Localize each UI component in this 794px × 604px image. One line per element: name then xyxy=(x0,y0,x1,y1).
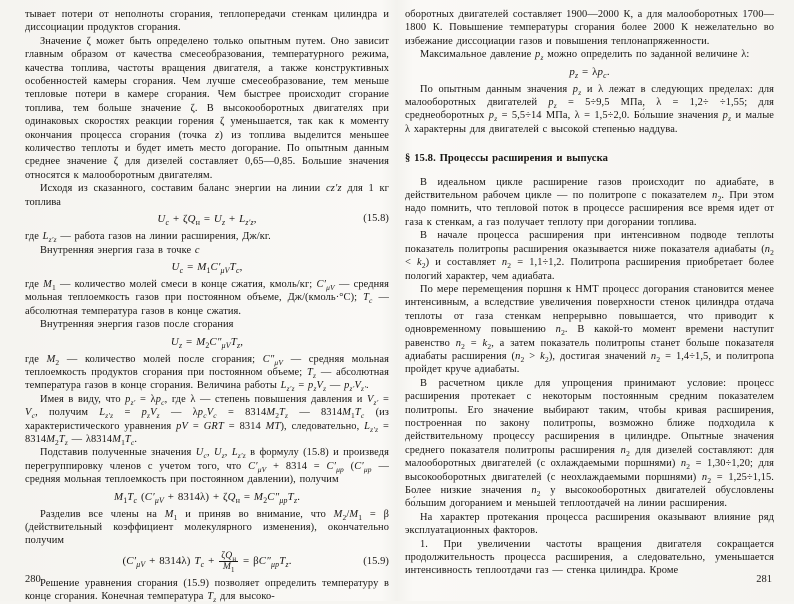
formula xyxy=(25,335,389,349)
paragraph: где $L_{z'z}$ — работа газов на линии расширения, Дж/кг. xyxy=(25,231,271,245)
paragraph: Решение уравнения сгорания (15.9) позволяет определить температуру в конце сгорания. Конечная температура $T_z$ для высоко- xyxy=(25,577,389,604)
paragraph: тывает потери от неполноты сгорания, теплопередачи стенкам цилиндра и диссоциации продуктов сгорания. xyxy=(25,9,389,34)
paragraph: В расчетном цикле для упрощения принимают условие: процесс расширения протекает с некоторым постоянным средним показателем политропы. Его значение выбирают таким, чтобы кривая расширения, построенная по закону политропы, возможно ближе подходила к действительному процессу расширения в цилиндре. Опытные значения среднего показателя политропы расширения $n_2$ для дизелей составляют: для малооборотных двигателей (с охлаждаемыми поршнями) $n_2 = 1,30\div 1,20$; для высокооборотных двигателей (с неохлаждаемыми поршнями) $n_2 = 1,25\div 1,15$. Более низкие значения $n_2$ у высокооборотных двигателей обусловлены бо́льшим догоранием и меньшей теплоотдачей на линии расширения. xyxy=(405,377,775,510)
paragraph: В начале процесса расширения при интенсивном подводе теплоты показатель политропы расширения оказывается ниже показателя адиабаты $(n_2 < k_2)$ и составляет $n_2 = 1,1\div 1,2$. Политропа расширения приобретает более пологий характер, чем адиабата. xyxy=(405,230,774,282)
paragraph: На характер протекания процесса расширения оказывают влияние ряд эксплуатационных факторов. xyxy=(405,511,774,537)
paragraph: где $M_2$ — количество молей после сгорания; $C''_{\mu V}$ — средняя мольная теплоемкость продуктов сгорания при постоянном объеме; $T_z$ — абсолютная температура газов в конце сгорания. Величина работы $L_{z'z} = p_zV_z$ — $p_{z'}V_{z'}$. xyxy=(25,353,390,394)
paragraph: Внутренняя энергия газа в точке c xyxy=(40,244,200,256)
equation-number: (15.8) xyxy=(363,213,389,225)
right-page-number: 281 xyxy=(756,574,772,585)
formula xyxy=(25,212,389,226)
paragraph: По мере перемещения поршня к НМТ процесс догорания становится менее интенсивным, а вследствие увеличения поверхности стенок цилиндра отдача теплоты от газа стенкам непрерывно повышается, что приводит к одновременному повышению $n_2$. В какой-то момент времени наступит равенство $n_2 = k_2$, а затем показатель политропы станет больше показателя адиабаты расширения $(n_2 > k_2)$, достигая значений $n_2 = 1,4\div 1,5$, и политропа пройдет круче адиабаты. xyxy=(405,283,775,376)
formula-body: $U_z = M_2C''_{\mu V}T_z$, xyxy=(170,335,244,350)
paragraph: В идеальном цикле расширение газов происходит по адиабате, в действительном рабочем цикле — по политропе с показателем $n_2$. При этом надо помнить, что тепловой поток в процессе расширения все время идет от газа к стенкам, а газ получает теплоту при догорании топлива. xyxy=(405,176,774,228)
paragraph: Внутренняя энергия газов после сгорания xyxy=(40,319,234,331)
formula xyxy=(405,65,774,79)
paragraph: Значение ζ может быть определено только опытным путем. Оно зависит главным образом от качества смесеобразования, температурного режима, качества топлива, частоты вращения двигателя, а также конструктивных особенностей камеры сгорания. Чем лучше смесеобразование, тем меньше тепловые потери в камере сгорания. Чем быстрее происходит сгорание топлива, тем больше значение ζ. В высокооборотных двигателях при одинаковых скоростях реакции горения ζ уменьшается, так как к моменту окончания процесса сгорания (точка z) из топлива выделится меньшее количество теплоты и будет иметь место догорание. По опытным данным среднее значение ζ для дизелей составляет 0,65—0,85. Большие значения относятся к малооборотным двигателям. xyxy=(25,35,389,181)
formula-body: $p_z = \lambda p_c$. xyxy=(569,65,610,80)
paragraph: Разделив все члены на $M_1$ и приняв во внимание, что $M_2/M_1 = \beta$ (действительный коэффициент молекулярного изменения), окончательно получим xyxy=(25,508,389,547)
formula xyxy=(25,260,389,274)
paragraph: оборотных двигателей составляет 1900—2000 К, а для малооборотных 1700—1800 К. Повышение температуры сгорания более 2000 К нежелательно во избежание диссоциации газов и повышения теплонапряженности. xyxy=(405,9,774,47)
equation-number: (15.9) xyxy=(363,555,389,567)
right-page xyxy=(405,0,774,601)
paragraph: Имея в виду, что $p_{z'} = \lambda p_c$, где λ — степень повышения давления и $V_{z'} = V_c$, получим $L_{z'z} = p_zV_z$ — $\lambda p_cV_c = 8314M_2T_z$ — $8314M_1T_c$ (из характеристического уравнения pV = GRT = 8314 MT), следовательно, $L_{z'z} = 8314M_2T_z$ — $\lambda 8314M_1T_c$. xyxy=(25,393,390,448)
right-page-text xyxy=(405,0,774,578)
left-page-text xyxy=(25,0,389,604)
formula-body: $U_c + \zeta Q_н = U_z + L_{z'z}$, xyxy=(157,213,257,228)
formula-body: $U_c = M_1C'_{\mu V}T_c$, xyxy=(171,260,243,276)
paragraph: Подставив полученные значения $U_c$, $U_z$, $L_{z'z}$ в формулу (15.8) и произведя перегруппировку членов с учетом того, что $C'_{\mu V} + 8314 = C'_{\mu p}$ ($C'_{\mu p}$ — средняя мольная теплоемкость при постоянном давлении), получим xyxy=(25,447,389,486)
paragraph: Исходя из сказанного, составим баланс энергии на линии cz′z для 1 кг топлива xyxy=(25,183,389,208)
paragraph: Максимальное давление $p_z$ можно определить по заданной величине λ: xyxy=(420,49,750,63)
left-page xyxy=(25,0,390,604)
paragraph: По опытным данным значения $p_z$ и λ лежат в следующих пределах: для малооборотных двигателей $p_z = 5\div 9,5$ МПа, λ = 1,2÷ ÷1,55; для среднеоборотных $p_z = 5,5\div 14$ МПа, λ = 1,5÷2,0. Бо́льшие значения $p_z$ и малые λ характерны для двигателей с высокой степенью наддува. xyxy=(405,83,774,135)
formula xyxy=(25,551,389,573)
formula-body: $M_1T_c$ $(C'_{\mu V} + 8314\lambda) + \zeta Q_н = M_2C''_{\mu p}T_z$. xyxy=(113,490,301,505)
left-page-number: 280 xyxy=(25,574,41,585)
paragraph: где $M_1$ — количество молей смеси в конце сжатия, кмоль/кг; $C'_{\mu V}$ — средняя мольная теплоемкость газов при постоянном объеме, Дж/(кмоль·°С); $T_c$ — абсолютная температура газов в конце сжатия. xyxy=(25,278,390,317)
formula-body: $(C'_{\mu V} + 8314\lambda) T_c$ + $\frac{\zeta Q_н}{M_1}$ = $\beta C''_{\mu p}T_z$. xyxy=(122,549,292,575)
paragraph: 1. При увеличении частоты вращения двигателя сокращается продолжительность процесса расширения, а следовательно, уменьшается интенсивность теплоотдачи газ — стенка цилиндра. Кроме xyxy=(405,538,774,577)
section-heading: § 15.8. Процессы расширения и выпуска xyxy=(405,153,609,165)
formula xyxy=(25,490,389,504)
